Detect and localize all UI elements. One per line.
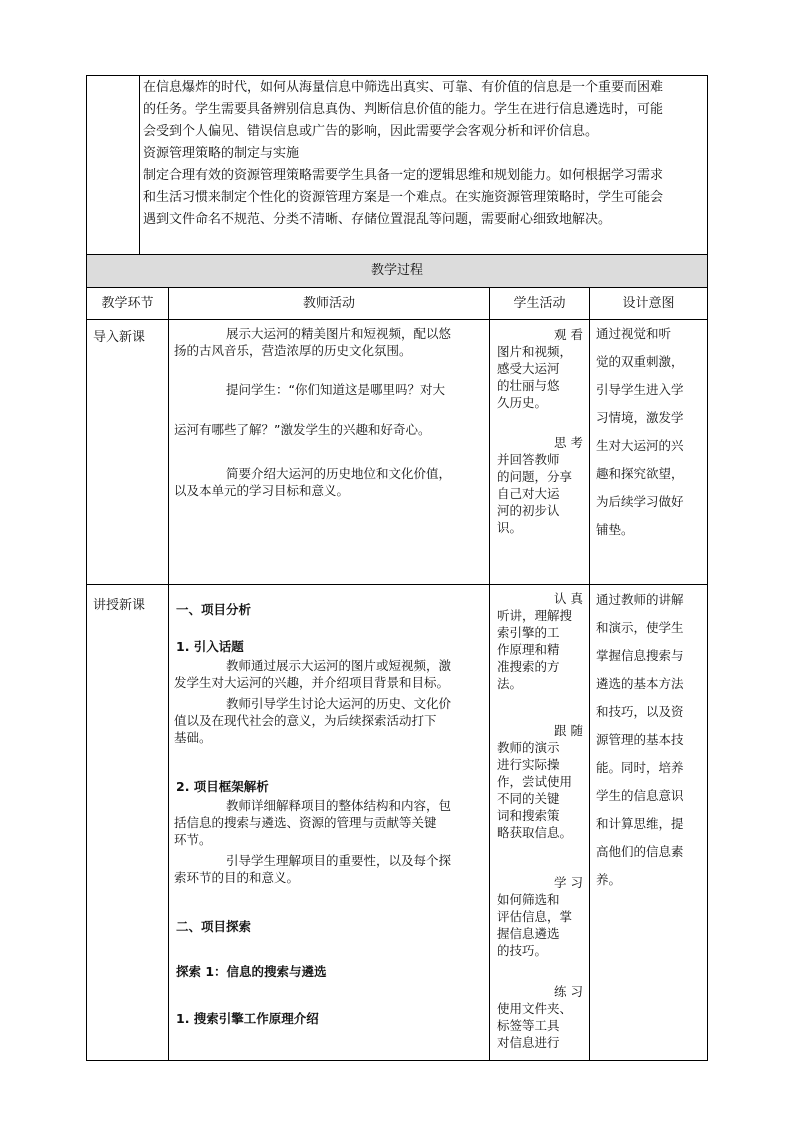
text-line: 生对大运河的兴 bbox=[596, 438, 684, 453]
student-activity bbox=[497, 590, 583, 692]
text-line: 的问题，分享 bbox=[497, 469, 573, 484]
section-subheading: 1. 搜索引擎工作原理介绍 bbox=[176, 1011, 319, 1026]
text-line: 如何筛选和 bbox=[497, 892, 560, 907]
text-line: 感受大运河 bbox=[497, 361, 560, 376]
student-activity bbox=[497, 326, 583, 411]
text-line: 掌握信息搜索与 bbox=[596, 648, 684, 663]
teacher-activity bbox=[174, 381, 486, 398]
text-line: 索环节的目的和意义。 bbox=[174, 870, 300, 885]
text-line: 久历史。 bbox=[497, 395, 548, 410]
text-line: 铺垫。 bbox=[596, 522, 634, 537]
text-line: 扬的古风音乐，营造浓厚的历史文化氛围。 bbox=[174, 343, 412, 358]
text-line: 对信息进行 bbox=[497, 1035, 560, 1050]
text-line: 标签等工具 bbox=[497, 1018, 560, 1033]
text-line: 以及本单元的学习目标和意义。 bbox=[174, 483, 350, 498]
text-line: 能。同时，培养 bbox=[596, 760, 684, 775]
text-line: 遇到文件命名不规范、分类不清晰、存储位置混乱等问题，需要耐心细致地解决。 bbox=[143, 212, 612, 227]
text-line: 图片和视频， bbox=[497, 344, 573, 359]
text-line: 觉的双重刺激， bbox=[596, 354, 684, 369]
teacher-activity bbox=[174, 325, 486, 359]
text-line: 教师引导学生讨论大运河的历史、文化价 bbox=[226, 696, 452, 711]
text-line: 值以及在现代社会的意义，为后续探索活动打下 bbox=[174, 713, 437, 728]
text-line: 准搜索的方 bbox=[497, 659, 560, 674]
text-line: 发学生对大运河的兴趣，并介绍项目背景和目标。 bbox=[174, 675, 450, 690]
text-line: 略获取信息。 bbox=[497, 825, 573, 840]
text-line: 和生活习惯来制定个性化的资源管理方案是一个难点。在实施资源管理策略时，学生可能会 bbox=[143, 190, 664, 205]
text-line: 教师通过展示大运河的图片或短视频，激 bbox=[226, 658, 452, 673]
text-line: 基础。 bbox=[174, 730, 212, 745]
text-line: 认 真 bbox=[554, 591, 583, 606]
teacher-activity bbox=[174, 657, 486, 746]
section-subheading: 探索 1：信息的搜索与遴选 bbox=[176, 964, 327, 979]
section-heading: 一、项目分析 bbox=[176, 602, 252, 617]
text-line: 括信息的搜索与遴选、资源的管理与贡献等关键 bbox=[174, 815, 437, 830]
text-line: 握信息遴选 bbox=[497, 926, 560, 941]
design-intent bbox=[596, 586, 706, 894]
text-line: 学生的信息意识 bbox=[596, 788, 684, 803]
text-line: 习情境，激发学 bbox=[596, 410, 684, 425]
text-line: 展示大运河的精美图片和短视频，配以悠 bbox=[226, 326, 452, 341]
text-line: 引导学生理解项目的重要性，以及每个探 bbox=[226, 853, 452, 868]
text-line: 引导学生进入学 bbox=[596, 382, 684, 397]
text-line: 和演示，使学生 bbox=[596, 620, 684, 635]
text-line: 作原理和精 bbox=[497, 642, 560, 657]
stage-cell: 讲授新课 bbox=[93, 598, 146, 613]
text-line: 源管理的基本技 bbox=[596, 732, 684, 747]
text-line: 运河有哪些了解？”激发学生的兴趣和好奇心。 bbox=[174, 422, 431, 437]
text-line: 思 考 bbox=[554, 435, 583, 450]
text-line: 听讲，理解搜 bbox=[497, 608, 573, 623]
text-line: 河的初步认 bbox=[497, 503, 560, 518]
teacher-activity bbox=[174, 421, 486, 438]
header-design: 设计意图 bbox=[622, 296, 675, 311]
teacher-activity bbox=[174, 797, 486, 886]
text-line: 识。 bbox=[497, 520, 523, 535]
header-stage: 教学环节 bbox=[101, 296, 154, 311]
text-line: 评估信息，掌 bbox=[497, 909, 573, 924]
text-line: 和计算思维，提 bbox=[596, 816, 684, 831]
header-student: 学生活动 bbox=[513, 296, 566, 311]
text-line: 自己对大运 bbox=[497, 486, 560, 501]
text-line: 趣和探究欲望， bbox=[596, 466, 684, 481]
text-line: 制定合理有效的资源管理策略需要学生具备一定的逻辑思维和规划能力。如何根据学习需求 bbox=[143, 168, 664, 183]
top-section-text bbox=[143, 77, 705, 231]
process-title: 教学过程 bbox=[370, 263, 423, 278]
section-heading: 二、项目探索 bbox=[176, 919, 252, 934]
text-line: 会受到个人偏见、错误信息或广告的影响，因此需要学会客观分析和评价信息。 bbox=[143, 124, 599, 139]
text-line: 在信息爆炸的时代，如何从海量信息中筛选出真实、可靠、有价值的信息是一个重要而困难 bbox=[143, 80, 664, 95]
text-line: 通过教师的讲解 bbox=[596, 592, 684, 607]
text-line: 的任务。学生需要具备辨别信息真伪、判断信息价值的能力。学生在进行信息遴选时，可能 bbox=[143, 102, 664, 117]
stage-cell: 导入新课 bbox=[93, 330, 146, 345]
section-subheading: 1. 引入话题 bbox=[176, 639, 244, 654]
text-line: 提问学生：“你们知道这是哪里吗？对大 bbox=[226, 382, 445, 397]
text-line: 高他们的信息素 bbox=[596, 844, 684, 859]
text-line: 法。 bbox=[497, 676, 523, 691]
text-line: 教师详细解释项目的整体结构和内容，包 bbox=[226, 798, 452, 813]
teacher-activity bbox=[174, 465, 486, 499]
text-line: 观 看 bbox=[554, 327, 583, 342]
text-line: 学 习 bbox=[554, 875, 583, 890]
section-subheading: 2. 项目框架解析 bbox=[176, 779, 269, 794]
text-line: 教师的演示 bbox=[497, 740, 560, 755]
text-line: 进行实际操 bbox=[497, 757, 560, 772]
text-line: 为后续学习做好 bbox=[596, 494, 684, 509]
text-line: 索引擎的工 bbox=[497, 625, 560, 640]
student-activity bbox=[497, 722, 583, 841]
text-line: 使用文件夹、 bbox=[497, 1001, 573, 1016]
student-activity bbox=[497, 434, 583, 536]
design-intent bbox=[596, 320, 706, 544]
text-line: 简要介绍大运河的历史地位和文化价值， bbox=[226, 466, 452, 481]
text-line: 的技巧。 bbox=[497, 943, 548, 958]
student-activity bbox=[497, 874, 583, 959]
student-activity bbox=[497, 983, 583, 1051]
text-line: 和技巧，以及资 bbox=[596, 704, 684, 719]
text-line: 遴选的基本方法 bbox=[596, 676, 684, 691]
section-subheading: 资源管理策略的制定与实施 bbox=[143, 146, 300, 161]
text-line: 并回答教师 bbox=[497, 452, 560, 467]
text-line: 跟 随 bbox=[554, 723, 583, 738]
text-line: 通过视觉和听 bbox=[596, 326, 672, 341]
text-line: 练 习 bbox=[554, 984, 583, 999]
text-line: 作，尝试使用 bbox=[497, 774, 573, 789]
text-line: 的壮丽与悠 bbox=[497, 378, 560, 393]
text-line: 词和搜索策 bbox=[497, 808, 560, 823]
text-line: 养。 bbox=[596, 872, 622, 887]
header-teacher: 教师活动 bbox=[302, 296, 355, 311]
text-line: 不同的关键 bbox=[497, 791, 560, 806]
text-line: 环节。 bbox=[174, 832, 212, 847]
